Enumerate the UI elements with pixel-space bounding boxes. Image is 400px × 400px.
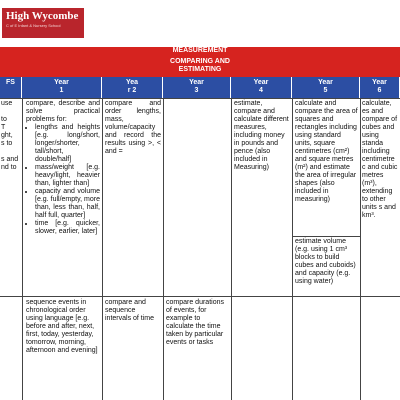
column-header-year5 xyxy=(292,77,360,98)
fs-fragment: s and xyxy=(1,156,19,163)
column-header-number: r 2 xyxy=(127,87,137,94)
column-header-year6 xyxy=(360,77,400,98)
column-header-number: 1 xyxy=(59,87,64,94)
grid-line xyxy=(163,98,164,400)
fs-fragment: T xyxy=(1,124,6,131)
fs-fragment: nd to xyxy=(1,164,17,171)
fs-fragment: ght, xyxy=(1,132,13,139)
year1-list xyxy=(26,124,100,236)
column-header-label: Year xyxy=(318,79,333,86)
column-header-label: Year xyxy=(253,79,269,86)
grid-line xyxy=(231,98,232,400)
column-header-year3 xyxy=(163,77,231,98)
cell-year6-row1: calculate, es and compare of cubes and using standa including centimetre c and cubic metres (m³), extending to other units s and km³. xyxy=(362,100,398,219)
column-header-number: 5 xyxy=(323,87,328,94)
cell-year2-row1: compare and order lengths, mass, volume/capacity and record the results using >, < and = xyxy=(105,100,161,155)
cell-divider xyxy=(293,236,360,237)
column-header-label: FS xyxy=(6,79,15,86)
fs-fragment: use xyxy=(1,100,13,107)
fs-fragment: s to xyxy=(1,140,13,147)
school-logo xyxy=(2,8,84,38)
column-header-fs xyxy=(0,77,22,98)
cell-year3-row2: compare durations of events, for example to calculate the time taken by particular events or tasks xyxy=(166,299,224,346)
cell-year4-row1: estimate, compare and calculate different measures, including money in pounds and pence (also included in Measuring) xyxy=(234,100,289,171)
cell-year5-row1-volume: estimate volume (e.g. using 1 cm³ blocks to build cubes and cuboids) and capacity (e.g. using water) xyxy=(295,238,356,285)
list-item: • capacity and volume [e.g. full/empty, more than, less than, half, half full, quarter] xyxy=(35,188,100,220)
column-header-label: Year xyxy=(372,79,387,86)
column-header-year1 xyxy=(22,77,102,98)
column-header-number: 4 xyxy=(259,87,263,94)
column-header-label: Yea xyxy=(125,79,139,86)
grid-line xyxy=(292,98,293,400)
fs-fragment: to xyxy=(1,116,7,123)
subsection-title-line1: COMPARING AND xyxy=(170,58,230,65)
column-header-number: 6 xyxy=(377,87,382,94)
grid-line xyxy=(360,98,361,400)
cell-year1-row2: sequence events in chronological order using language [e.g. before and after, next, first, today, yesterday, tomorrow, morning, afternoon and evening] xyxy=(26,299,98,354)
year1-intro: compare, describe and solve practical problems for: xyxy=(26,100,100,123)
cell-year2-row2: compare and sequence intervals of time xyxy=(105,299,155,322)
column-header-number: 3 xyxy=(194,87,199,94)
logo-subtitle: C of E Infant & Nursery School xyxy=(6,23,61,28)
cell-year5-row1-area: calculate and compare the area of squares and rectangles including using standard units, square centimetres (cm²) and square metres (m²) and estimate the area of irregular shapes (also included in measuring) xyxy=(295,100,358,203)
subsection-title xyxy=(0,57,400,77)
section-title: MEASUREMENT xyxy=(0,47,400,57)
grid-line xyxy=(22,98,23,400)
cell-year1-row1 xyxy=(26,100,100,294)
row-divider xyxy=(0,296,400,297)
list-item: • lengths and heights [e.g. long/short, longer/shorter, tall/short, double/half] xyxy=(35,124,100,164)
column-header-label: Year xyxy=(54,79,69,86)
subsection-title-line2: ESTIMATING xyxy=(178,66,222,73)
grid-line xyxy=(102,98,103,400)
column-header-year4 xyxy=(231,77,292,98)
logo-name: High Wycombe xyxy=(6,10,79,22)
column-header-year2 xyxy=(102,77,163,98)
grid-line xyxy=(0,98,400,99)
list-item: • time [e.g. quicker, slower, earlier, later] xyxy=(35,220,100,236)
cell-fs-row1 xyxy=(1,100,21,290)
list-item: • mass/weight [e.g. heavy/light, heavier than, lighter than] xyxy=(35,164,100,188)
column-header-label: Year xyxy=(189,79,204,86)
